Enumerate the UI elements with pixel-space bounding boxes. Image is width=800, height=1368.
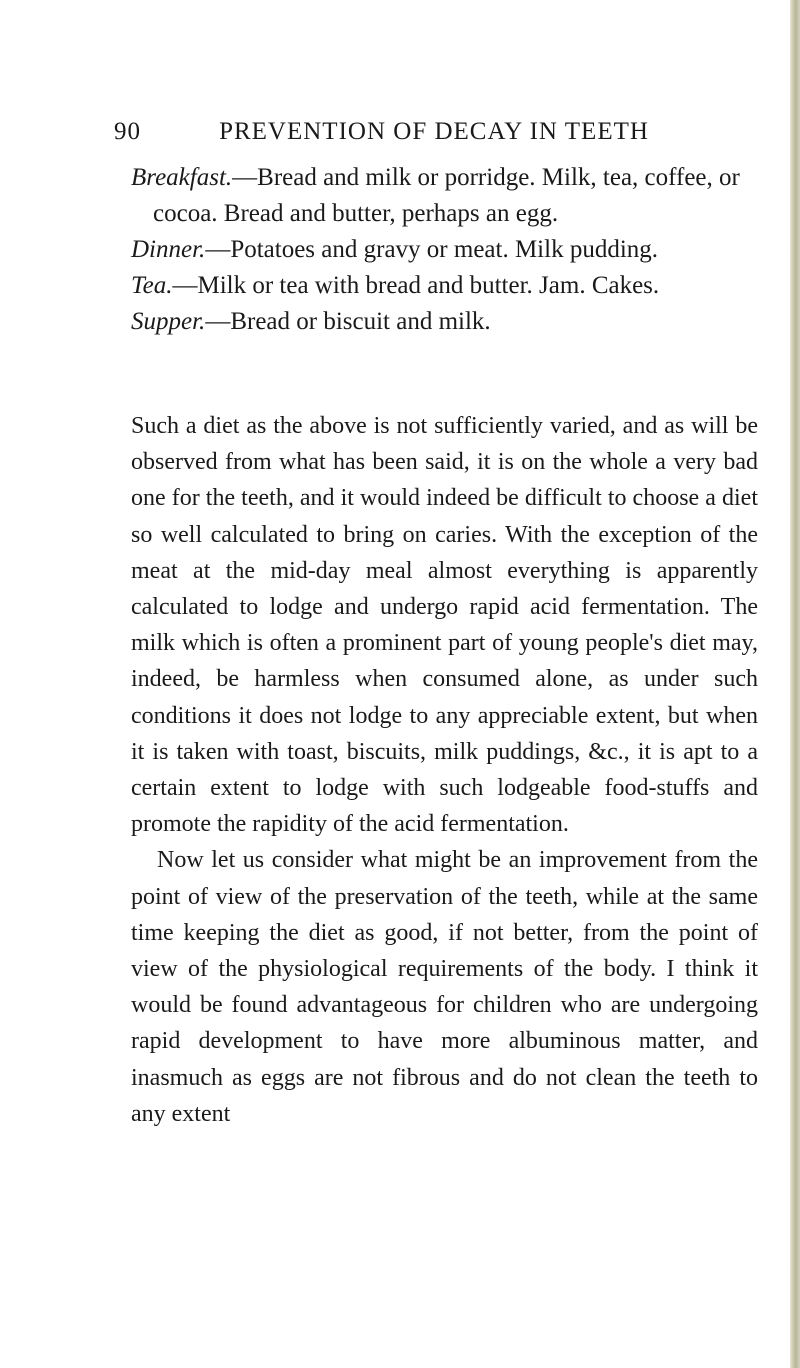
running-title: PREVENTION OF DECAY IN TEETH (219, 118, 649, 145)
meal-name: Dinner. (131, 236, 206, 263)
meal-description: —Bread and milk or porridge. Milk, tea, coffee, or cocoa. Bread and butter, perhaps an egg. (153, 164, 740, 227)
menu-item-breakfast (131, 160, 756, 232)
running-header (114, 118, 714, 152)
diet-menu (131, 160, 756, 340)
meal-name: Tea. (131, 272, 173, 299)
paragraph: Such a diet as the above is not sufficiently varied, and as will be observed from what has been said, it is on the whole a very bad one for the teeth, and it would indeed be difficult to choose a diet so well calculated to bring on caries. With the exception of the meat at the mid-day meal almost everything is apparently calculated to lodge and undergo rapid acid fermentation. The milk which is often a prominent part of young people's diet may, indeed, be harmless when consumed alone, as under such conditions it does not lodge to any appreciable extent, but when it is taken with toast, biscuits, milk puddings, &c., it is apt to a certain extent to lodge with such lodgeable food-stuffs and promote the rapidity of the acid fermentation. (131, 413, 758, 838)
meal-description: —Potatoes and gravy or meat. Milk pudding. (205, 236, 659, 263)
meal-description: —Milk or tea with bread and butter. Jam. Cakes. (172, 272, 660, 299)
menu-item-dinner (131, 232, 756, 268)
meal-description: —Bread or biscuit and milk. (205, 308, 491, 335)
paragraph: Now let us consider what might be an improvement from the point of view of the preservation of the teeth, while at the same time keeping the diet as good, if not better, from the point of view of the physiological requirements of the body. I think it would be found advantageous for children who are undergoing rapid development to have more albuminous matter, and inasmuch as eggs are not fibrous and do not clean the teeth to any extent (131, 847, 758, 1127)
page-edge-strip (790, 0, 800, 1368)
page-number: 90 (114, 118, 141, 145)
body-text (131, 408, 758, 1132)
menu-item-supper (131, 304, 756, 340)
meal-name: Breakfast. (131, 164, 233, 191)
menu-item-tea (131, 268, 756, 304)
meal-name: Supper. (131, 308, 206, 335)
